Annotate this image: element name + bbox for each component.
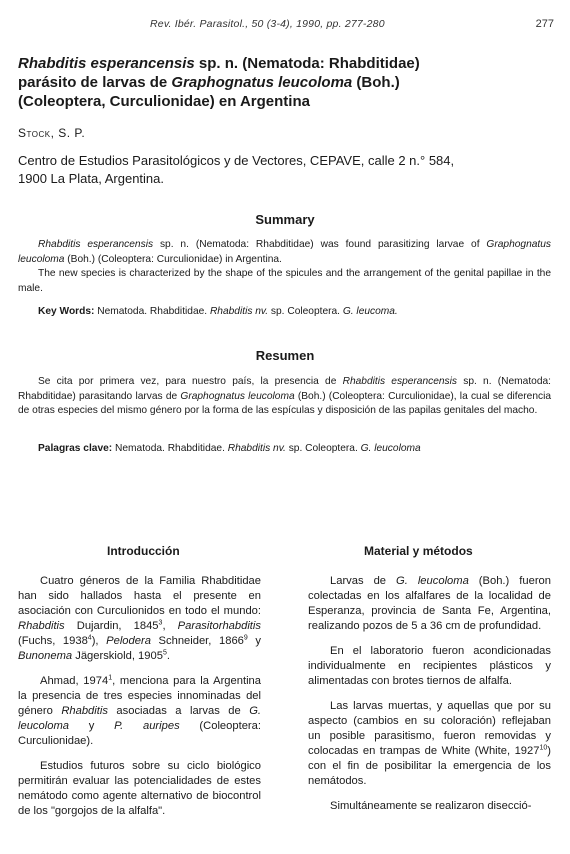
palabras-host: G. leucoloma bbox=[360, 443, 421, 454]
methods-host: G. leucoloma bbox=[396, 575, 469, 587]
summary-host: Graphognatus leucoloma bbox=[18, 239, 551, 265]
journal-name: Rev. Ibér. Parasitol., bbox=[150, 18, 249, 30]
methods-paragraph-1 bbox=[308, 574, 551, 634]
journal-volume: 50 bbox=[251, 18, 264, 30]
summary-text bbox=[18, 238, 551, 296]
methods-p3-a: Las larvas muertas, y aquellas que por su aspecto (cambios en su coloración) reflejaban un posible parasitismo, fueron removidas y colocadas en trampas de White (White, 1927 bbox=[308, 700, 551, 757]
affiliation-line2: 1900 La Plata, Argentina. bbox=[18, 171, 165, 186]
intro-p2-b: , menciona para la Argentina la presencia de tres especies innominadas del género bbox=[18, 675, 262, 717]
affiliation-line1: Centro de Estudios Parasitológicos y de Vectores, CEPAVE, calle 2 n.° 584, bbox=[18, 153, 455, 168]
ref-5: 5 bbox=[162, 649, 167, 657]
intro-p1-h: Jägerskiold, 1905 bbox=[72, 650, 163, 662]
ref-9: 9 bbox=[243, 634, 248, 642]
intro-paragraph-3: Estudios futuros sobre su ciclo biológico permitirán evaluar las potencialidades de estes nemátodo como agente alternativo de biocontrol de los "gorgojos de la alfalfa". bbox=[18, 760, 261, 817]
keywords-host: G. leucoma. bbox=[342, 306, 398, 317]
author-name: Stock, S. P. bbox=[18, 126, 86, 140]
running-head bbox=[150, 18, 385, 30]
title-species: Rhabditis esperancensis bbox=[18, 55, 195, 72]
intro-p1-g: y bbox=[247, 635, 261, 647]
intro-genus-rhabditis: Rhabditis bbox=[18, 620, 65, 632]
intro-paragraph-2 bbox=[18, 674, 261, 749]
methods-p3-b: ) con el fin de posibilitar la emergencia de los nemátodos. bbox=[308, 745, 551, 787]
intro-genus-pelodera: Pelodera bbox=[106, 635, 151, 647]
intro-p2-leucoloma: G. leucoloma bbox=[18, 705, 261, 732]
resumen-heading: Resumen bbox=[255, 348, 315, 363]
intro-p2-c: asociadas a larvas de bbox=[107, 705, 250, 717]
intro-genus-bunonema: Bunonema bbox=[18, 650, 73, 662]
affiliation bbox=[18, 152, 454, 188]
title-line2-post: (Boh.) bbox=[352, 74, 400, 91]
methods-column bbox=[308, 574, 551, 824]
summary-keywords bbox=[38, 306, 398, 317]
resumen-b: sp. n. (Nematoda: Rhabditidae) parasitando larvas de bbox=[18, 376, 551, 402]
intro-genus-parasitorhabditis: Parasitorhabditis bbox=[177, 620, 261, 632]
resumen-host: Graphognatus leucoloma bbox=[180, 390, 295, 402]
page-number: 277 bbox=[535, 18, 554, 30]
intro-p1-b: Dujardin, 1845 bbox=[64, 620, 159, 632]
ref-4: 4 bbox=[87, 634, 92, 642]
summary-p1-a: sp. n. (Nematoda: Rhabditidae) was found parasitizing larvae of bbox=[153, 239, 487, 250]
palabras-b: sp. Coleoptera. bbox=[285, 443, 361, 454]
summary-heading: Summary bbox=[255, 212, 315, 227]
keywords-genus: Rhabditis nv. bbox=[209, 306, 269, 317]
intro-p1-c: , bbox=[162, 620, 178, 632]
title-line3: (Coleoptera, Curculionidae) en Argentina bbox=[18, 93, 310, 110]
resumen-c: (Boh.) (Coleoptera: Curculionidae), la cual se diferencia de otras especies del mismo género por la forma de las espículas y disposición de las papilas genitales del macho. bbox=[18, 390, 552, 416]
intro-p2-genus: Rhabditis bbox=[61, 705, 108, 717]
journal-issue-pages: (3-4), 1990, pp. 277-280 bbox=[266, 18, 385, 30]
summary-paragraph-1 bbox=[18, 238, 551, 267]
resumen-paragraph bbox=[18, 375, 551, 419]
introduction-column bbox=[18, 574, 261, 829]
introduction-heading: Introducción bbox=[107, 544, 180, 558]
intro-p2-a: Ahmad, 1974 bbox=[40, 675, 109, 687]
title-host: Graphognatus leucoloma bbox=[171, 74, 353, 91]
ref-1: 1 bbox=[108, 674, 113, 682]
resumen-species: Rhabditis esperancensis bbox=[342, 376, 457, 387]
keywords-a: Nematoda. Rhabditidae. bbox=[94, 306, 210, 317]
resumen-a: Se cita por primera vez, para nuestro país, la presencia de bbox=[38, 376, 343, 387]
summary-paragraph-2: The new species is characterized by the shape of the spicules and the arrangement of the genital papillae in the male. bbox=[18, 268, 551, 294]
ref-10: 10 bbox=[539, 744, 548, 752]
keywords-label: Key Words: bbox=[38, 306, 95, 317]
ref-3: 3 bbox=[158, 619, 163, 627]
summary-p1-b: (Boh.) (Coleoptera: Curculionidae) in Argentina. bbox=[64, 253, 282, 265]
intro-p1-d: (Fuchs, 1938 bbox=[18, 635, 88, 647]
intro-p1-e: ), bbox=[91, 635, 107, 647]
intro-p1-f: Schneider, 1866 bbox=[150, 635, 244, 647]
palabras-genus: Rhabditis nv. bbox=[227, 443, 286, 454]
keywords-b: sp. Coleoptera. bbox=[268, 306, 343, 317]
palabras-a: Nematoda. Rhabditidae. bbox=[112, 443, 228, 454]
methods-paragraph-4: Simultáneamente se realizaron disecció- bbox=[330, 800, 532, 812]
resumen-text bbox=[18, 375, 551, 419]
intro-p2-auripes: P. auripes bbox=[114, 720, 180, 732]
intro-p2-e: (Coleoptera: Curculionidae). bbox=[18, 720, 261, 747]
palabras-clave-label: Palagras clave: bbox=[38, 443, 113, 454]
summary-species: Rhabditis esperancensis bbox=[38, 239, 154, 250]
article-title bbox=[18, 54, 548, 111]
intro-paragraph-1 bbox=[18, 574, 261, 664]
resumen-keywords bbox=[38, 443, 421, 454]
title-line1-rest: sp. n. (Nematoda: Rhabditidae) bbox=[194, 55, 420, 72]
methods-paragraph-2: En el laboratorio fueron acondicionadas individualmente en recipientes plásticos y alimentadas con brotes tiernos de alfalfa. bbox=[308, 645, 551, 687]
intro-p1-i: . bbox=[166, 650, 170, 662]
author bbox=[18, 126, 85, 140]
methods-heading: Material y métodos bbox=[364, 544, 473, 558]
methods-p1-b: (Boh.) fueron colectadas en los alfalfares de la localidad de Esperanza, provincia de Santa Fe, Argentina, realizando pozos de 5 a 36 cm de profundidad. bbox=[308, 575, 551, 632]
methods-p1-a: Larvas de bbox=[330, 575, 397, 587]
methods-paragraph-3 bbox=[308, 699, 551, 789]
intro-p1-a: Cuatro géneros de la Familia Rhabditidae han sido hallados hasta el presente en asociación con Curculionidos en todo el mundo: bbox=[18, 575, 261, 617]
title-line2-pre: parásito de larvas de bbox=[18, 74, 172, 91]
intro-p2-d: y bbox=[69, 720, 115, 732]
